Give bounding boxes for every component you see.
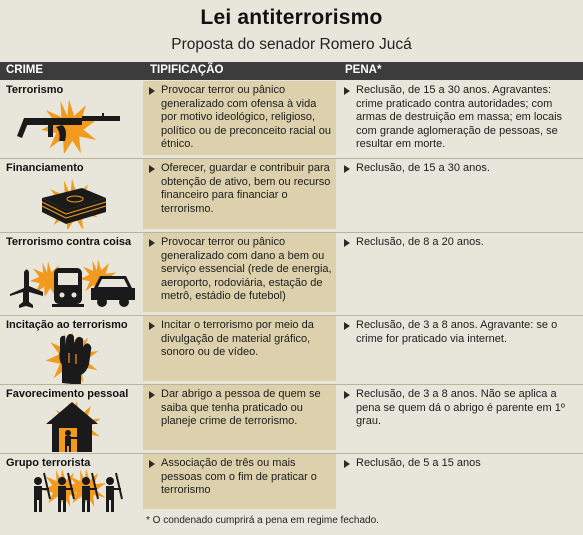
crime-cell xyxy=(0,385,143,453)
crime-cell xyxy=(0,316,143,384)
bullet-arrow-icon xyxy=(149,391,155,399)
transport-icons xyxy=(0,251,143,313)
column-header-crime: CRIME xyxy=(6,64,44,76)
table-row xyxy=(0,159,583,232)
tipificacao-cell xyxy=(143,159,336,229)
rifle-icon xyxy=(0,95,143,153)
tipificacao-cell xyxy=(143,233,336,312)
table-row xyxy=(0,316,583,384)
bullet-arrow-icon xyxy=(149,239,155,247)
crime-name: Terrorismo contra coisa xyxy=(6,236,132,248)
bullet-arrow-icon xyxy=(344,322,350,330)
column-header-bar xyxy=(0,62,583,80)
crime-name: Financiamento xyxy=(6,162,84,174)
tipificacao-text: Oferecer, guardar e contribuir para obtenção de ativo, bem ou recurso financeiro para financiar o terrorismo. xyxy=(161,162,331,215)
bullet-arrow-icon xyxy=(344,460,350,468)
bullet-arrow-icon xyxy=(344,165,350,173)
crime-name: Favorecimento pessoal xyxy=(6,388,129,400)
tipificacao-text: Provocar terror ou pânico generalizado com dano a bem ou serviço essencial (rede de energia, aeroporto, rodoviária, estação de metrô, estádio de futebol) xyxy=(161,236,332,303)
crime-name: Grupo terrorista xyxy=(6,457,91,469)
tipificacao-cell xyxy=(143,454,336,509)
pena-text: Reclusão, de 15 a 30 anos. Agravantes: crime praticado contra autoridades; com armas de destruição em massa; em locais com grande aglomeração de pessoas, se resultar em morte. xyxy=(356,84,563,151)
bullet-arrow-icon xyxy=(149,87,155,95)
crime-cell xyxy=(0,159,143,232)
armed-group-icon xyxy=(0,468,143,514)
crime-name: Incitação ao terrorismo xyxy=(6,319,128,331)
tipificacao-cell xyxy=(143,385,336,450)
money-stack-icon xyxy=(0,175,143,229)
table-row xyxy=(0,81,583,158)
table-row xyxy=(0,385,583,453)
page-title: Lei antiterrorismo xyxy=(200,6,383,29)
pena-text: Reclusão, de 15 a 30 anos. xyxy=(356,162,490,174)
pena-text: Reclusão, de 3 a 8 anos. Não se aplica a pena se quem dá o abrigo é parente em 1º grau. xyxy=(356,388,565,428)
bullet-arrow-icon xyxy=(149,165,155,173)
tipificacao-text: Incitar o terrorismo por meio da divulgação de material gráfico, sonoro ou de vídeo. xyxy=(161,319,314,359)
house-shelter-icon xyxy=(0,399,143,453)
tipificacao-text: Provocar terror ou pânico generalizado com ofensa à vida por motivo ideológico, religioso, político ou de preconceito racial ou étnico. xyxy=(161,84,331,151)
pena-text: Reclusão, de 5 a 15 anos xyxy=(356,457,481,469)
pena-text: Reclusão, de 8 a 20 anos. xyxy=(356,236,484,248)
tipificacao-cell xyxy=(143,81,336,155)
bullet-arrow-icon xyxy=(149,322,155,330)
tipificacao-text: Associação de três ou mais pessoas com o fim de praticar o terrorismo xyxy=(161,457,317,497)
page-subtitle: Proposta do senador Romero Jucá xyxy=(171,36,412,53)
crime-name: Terrorismo xyxy=(6,84,64,96)
bullet-arrow-icon xyxy=(344,239,350,247)
crime-cell xyxy=(0,81,143,158)
crime-cell xyxy=(0,454,143,512)
tipificacao-cell xyxy=(143,316,336,381)
tipificacao-text: Dar abrigo a pessoa de quem se saiba que tenha praticado ou planeje crime de terrorismo. xyxy=(161,388,321,428)
bullet-arrow-icon xyxy=(149,460,155,468)
bullet-arrow-icon xyxy=(344,87,350,95)
header xyxy=(0,0,583,62)
table-row xyxy=(0,454,583,512)
crime-cell xyxy=(0,233,143,315)
raised-fist-icon xyxy=(0,330,143,384)
column-header-tipificacao: TIPIFICAÇÃO xyxy=(150,64,224,76)
footnote: * O condenado cumprirá a pena em regime fechado. xyxy=(146,515,379,526)
bullet-arrow-icon xyxy=(344,391,350,399)
table-row xyxy=(0,233,583,315)
pena-text: Reclusão, de 3 a 8 anos. Agravante: se o crime for praticado via internet. xyxy=(356,319,558,345)
column-header-pena: PENA* xyxy=(345,64,382,76)
